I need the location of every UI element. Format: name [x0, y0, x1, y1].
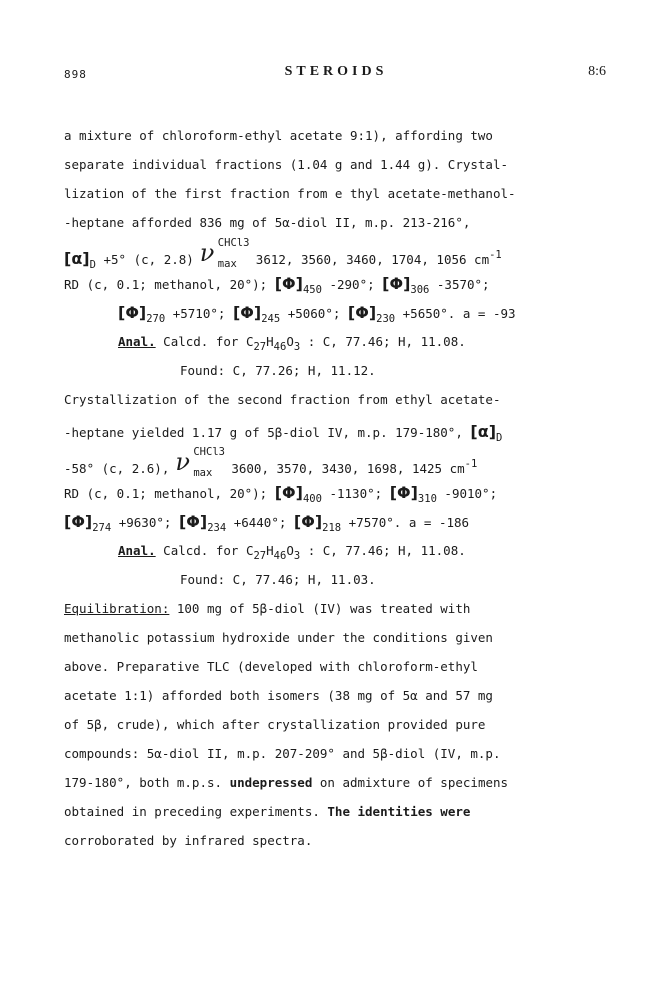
- text-line: [64, 599, 624, 628]
- specific-rotation-symbol: [α]: [470, 422, 497, 441]
- nu-max: max: [193, 467, 213, 479]
- nu-glyph: ν: [199, 239, 215, 267]
- page-header: [0, 64, 672, 84]
- rd-value: +5710°;: [172, 306, 226, 321]
- rd-value: +5650°.: [402, 306, 456, 321]
- ir-values: 3600, 3570, 3430, 1698, 1425 cm: [231, 461, 465, 476]
- text-line: of 5β, crude), which after crystallization provided pure: [64, 717, 486, 732]
- rd-value: +5060°;: [287, 306, 341, 321]
- wavelength-subscript: 306: [410, 284, 430, 296]
- ir-unit-exponent: -1: [489, 249, 502, 261]
- calcd-values: : C, 77.46; H, 11.08.: [307, 543, 466, 558]
- ir-nu-symbol: [194, 237, 256, 270]
- ir-nu-symbol: [169, 446, 231, 479]
- nu-max: max: [217, 258, 237, 270]
- formula-text: O: [286, 334, 294, 349]
- text-segment: undepressed: [229, 775, 313, 790]
- rotation-value: +5° (c, 2.8): [103, 252, 194, 267]
- text-line: acetate 1:1) afforded both isomers (38 mg of 5α and 57 mg: [64, 688, 493, 703]
- nu-glyph: ν: [175, 448, 190, 476]
- rotation-subscript: D: [496, 432, 503, 444]
- rd-line: [64, 303, 624, 332]
- wavelength-subscript: 450: [302, 284, 322, 296]
- text-line: [64, 773, 624, 802]
- rd-conditions: RD (c, 0.1; methanol, 20°);: [64, 277, 268, 292]
- text-line: lization of the first fraction from e thyl acetate-methanol-: [64, 186, 516, 201]
- formula-sub: 46: [273, 341, 287, 353]
- wavelength-subscript: 270: [146, 313, 166, 325]
- wavelength-subscript: 400: [302, 493, 322, 505]
- rd-value: +9630°;: [118, 515, 172, 530]
- amplitude: a = -186: [408, 515, 470, 530]
- wavelength-subscript: 230: [376, 313, 396, 325]
- rd-line: [64, 274, 624, 303]
- ir-unit-exponent: -1: [464, 458, 478, 470]
- wavelength-subscript: 234: [207, 522, 227, 534]
- volume-issue: 8:6: [588, 64, 606, 79]
- journal-title: STEROIDS: [284, 64, 388, 79]
- optical-rotation-ir-line: [64, 237, 624, 274]
- text-line: separate individual fractions (1.04 g and 1.44 g). Crystal-: [64, 157, 509, 172]
- rd-line: [64, 512, 624, 541]
- formula-text: O: [286, 543, 294, 558]
- amplitude: a = -93: [462, 306, 516, 321]
- wavelength-subscript: 310: [417, 493, 437, 505]
- text-line: -heptane afforded 836 mg of 5α-diol II, m.p. 213-216°,: [64, 215, 471, 230]
- formula-text: H: [266, 543, 274, 558]
- text-line: methanolic potassium hydroxide under the conditions given: [64, 630, 493, 645]
- wavelength-subscript: 245: [261, 313, 281, 325]
- molar-rotation-symbol: [Φ]: [118, 303, 147, 322]
- rd-conditions: RD (c, 0.1; methanol, 20°);: [64, 486, 268, 501]
- molar-rotation-symbol: [Φ]: [232, 303, 262, 322]
- optical-rotation-ir-line: [64, 446, 624, 483]
- formula-sub: 3: [293, 341, 301, 353]
- rd-value: -3570°;: [436, 277, 490, 292]
- text-segment: 100 mg of 5β-diol (IV) was treated with: [169, 601, 471, 616]
- text-line: a mixture of chloroform-ethyl acetate 9:1), affording two: [64, 128, 493, 143]
- molar-rotation-symbol: [Φ]: [389, 483, 418, 502]
- rd-value: +7570°.: [348, 515, 402, 530]
- nu-solvent: CHCl3: [217, 237, 250, 249]
- text-line: Crystallization of the second fraction from ethyl acetate-: [64, 392, 501, 407]
- found-line: Found: C, 77.46; H, 11.03.: [180, 572, 376, 587]
- text-line: compounds: 5α-diol II, m.p. 207-209° and 5β-diol (IV, m.p.: [64, 746, 501, 761]
- calcd-values: : C, 77.46; H, 11.08.: [307, 334, 466, 349]
- formula-sub: 27: [253, 341, 267, 353]
- rd-value: -1130°;: [329, 486, 383, 501]
- anal-label: Anal.: [118, 543, 156, 558]
- text-line: corroborated by infrared spectra.: [64, 833, 313, 848]
- text-segment: 179-180°, both m.p.s.: [64, 775, 230, 790]
- rd-value: -9010°;: [444, 486, 498, 501]
- wavelength-subscript: 274: [92, 522, 112, 534]
- text-segment: obtained in preceding experiments.: [64, 804, 328, 819]
- molar-rotation-symbol: [Φ]: [274, 274, 303, 293]
- text-segment: The identities were: [327, 804, 471, 819]
- rotation-value: -58° (c, 2.6),: [64, 461, 170, 476]
- molar-rotation-symbol: [Φ]: [274, 483, 303, 502]
- ir-values: 3612, 3560, 3460, 1704, 1056 cm: [255, 252, 490, 267]
- text-segment: -heptane yielded 1.17 g of 5β-diol IV, m.p. 179-180°,: [64, 425, 463, 440]
- section-heading: Equilibration:: [64, 601, 170, 616]
- rotation-subscript: D: [89, 259, 96, 271]
- formula-sub: 27: [253, 550, 267, 562]
- molar-rotation-symbol: [Φ]: [382, 274, 411, 293]
- formula-text: Calcd. for C: [163, 543, 254, 558]
- anal-label: Anal.: [118, 334, 156, 349]
- wavelength-subscript: 218: [322, 522, 342, 534]
- molar-rotation-symbol: [Φ]: [347, 303, 377, 322]
- rd-value: -290°;: [329, 277, 375, 292]
- found-line: Found: C, 77.26; H, 11.12.: [180, 363, 376, 378]
- molar-rotation-symbol: [Φ]: [293, 512, 323, 531]
- article-body: [64, 126, 624, 860]
- text-segment: on admixture of specimens: [312, 775, 509, 790]
- formula-text: H: [266, 334, 274, 349]
- formula-sub: 46: [273, 550, 287, 562]
- rd-line: [64, 483, 624, 512]
- text-line: [64, 802, 624, 831]
- nu-solvent: CHCl3: [193, 446, 225, 458]
- rd-value: +6440°;: [233, 515, 287, 530]
- text-line: [64, 419, 624, 451]
- formula-sub: 3: [293, 550, 301, 562]
- molar-rotation-symbol: [Φ]: [64, 512, 93, 531]
- page-number: 898: [64, 68, 87, 81]
- specific-rotation-symbol: [α]: [64, 249, 90, 268]
- analysis-line: [64, 332, 624, 361]
- text-line: above. Preparative TLC (developed with chloroform-ethyl: [64, 659, 478, 674]
- formula-text: Calcd. for C: [163, 334, 254, 349]
- molar-rotation-symbol: [Φ]: [178, 512, 208, 531]
- analysis-line: [64, 541, 624, 570]
